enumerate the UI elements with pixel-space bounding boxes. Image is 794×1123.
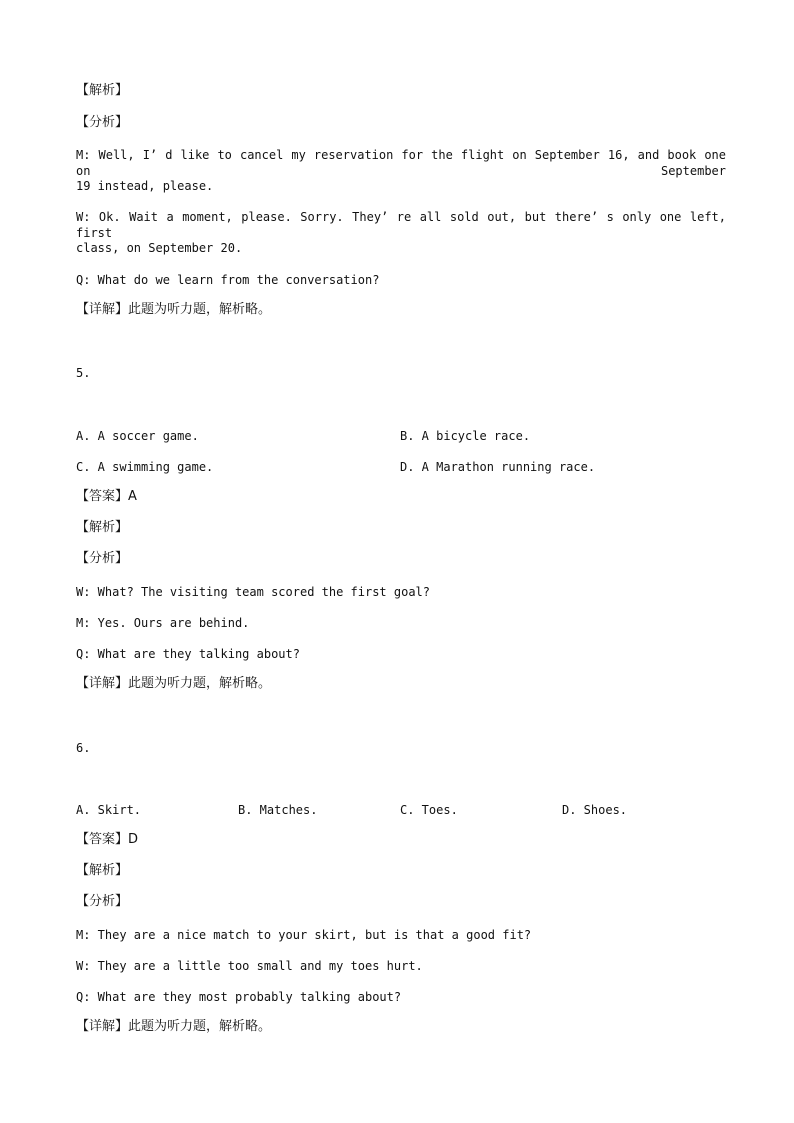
q5-fenxi-heading: 【分析】 (76, 551, 129, 566)
q5-jiexi-heading: 【解析】 (76, 520, 129, 535)
q5-answer: 【答案】A (76, 489, 137, 504)
q5-option-b: B. A bicycle race. (400, 429, 531, 443)
q6-detail: 【详解】此题为听力题，解析略。 (76, 1019, 272, 1034)
q6-transcript-line-2: W: They are a little too small and my toes hurt. (76, 959, 423, 973)
q5-option-d: D. A Marathon running race. (400, 460, 596, 474)
q6-question-line: Q: What are they most probably talking about? (76, 990, 402, 1004)
q5-transcript-line-1: W: What? The visiting team scored the first goal? (76, 585, 431, 599)
q4-transcript-line-3: W: Ok. Wait a moment, please. Sorry. They’ re all sold out, but there’ s only one left, first (76, 210, 726, 240)
q5-transcript-line-2: M: Yes. Ours are behind. (76, 616, 250, 630)
q4-fenxi-heading: 【分析】 (76, 115, 129, 130)
q6-number: 6. (76, 741, 91, 755)
q6-fenxi-heading: 【分析】 (76, 894, 129, 909)
q6-option-b: B. Matches. (238, 803, 318, 817)
q5-option-c: C. A swimming game. (76, 460, 214, 474)
q4-question-line: Q: What do we learn from the conversation? (76, 273, 380, 287)
q4-jiexi-heading: 【解析】 (76, 83, 129, 98)
q4-transcript-line-1: M: Well, I’ d like to cancel my reservation for the flight on September 16, and book one on September (76, 148, 726, 178)
q6-option-d: D. Shoes. (562, 803, 628, 817)
q4-detail: 【详解】此题为听力题，解析略。 (76, 302, 272, 317)
q6-option-a: A. Skirt. (76, 803, 142, 817)
q6-jiexi-heading: 【解析】 (76, 863, 129, 878)
q6-answer: 【答案】D (76, 832, 139, 847)
q5-number: 5. (76, 366, 91, 380)
q5-question-line: Q: What are they talking about? (76, 647, 300, 661)
q5-option-a: A. A soccer game. (76, 429, 199, 443)
q5-detail: 【详解】此题为听力题，解析略。 (76, 676, 272, 691)
q4-transcript-line-2: 19 instead, please. (76, 179, 214, 193)
q6-option-c: C. Toes. (400, 803, 458, 817)
q4-transcript-line-4: class, on September 20. (76, 241, 243, 255)
q6-transcript-line-1: M: They are a nice match to your skirt, but is that a good fit? (76, 928, 532, 942)
